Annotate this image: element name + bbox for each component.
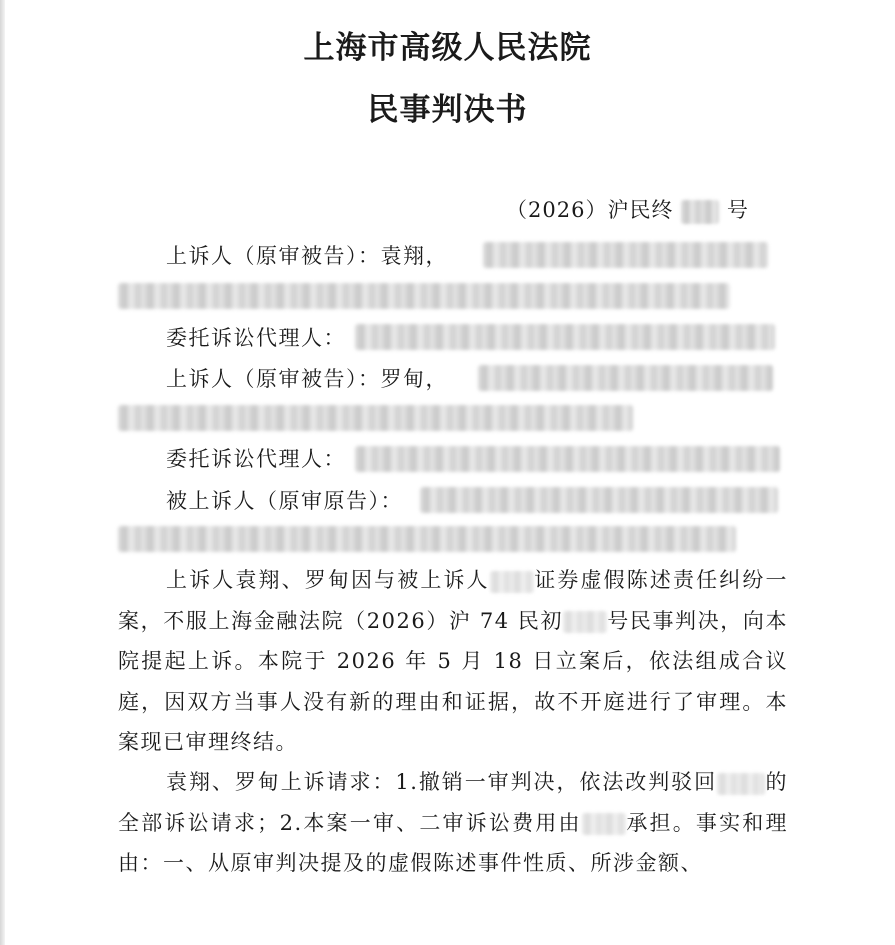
redacted-info <box>420 487 778 513</box>
redacted-name <box>717 773 765 795</box>
redacted-info <box>118 526 736 552</box>
party-appellant-1 <box>166 240 448 270</box>
redacted-name <box>490 571 534 593</box>
party-agent-1 <box>166 322 346 352</box>
party-respondent <box>166 485 403 515</box>
party-role: 上诉人（原审被告）： <box>166 244 381 268</box>
document-type: 民事判决书 <box>367 92 528 128</box>
party-appellant-2 <box>166 363 448 393</box>
paragraph-case-background: 上诉人袁翔、罗甸因与被上诉人 证券虚假陈述责任纠纷一案，不服上海金融法院（2026）沪 74 民初 号民事判决，向本院提起上诉。本院于 2026 年 5 月 18 日立案后，依法组成合议庭，因双方当事人没有新的理由和证据，故不开庭进行了审理。本案现已审理终结。 <box>118 568 789 754</box>
party-role: 上诉人（原审被告）： <box>166 367 381 391</box>
court-name: 上海市高级人民法院 <box>303 30 592 66</box>
redacted-info <box>118 283 730 309</box>
party-role: 委托诉讼代理人： <box>166 447 346 471</box>
redacted-case-number <box>681 200 719 224</box>
case-number <box>506 194 749 224</box>
case-number-suffix: 号 <box>726 198 749 222</box>
case-number-prefix: （2026）沪民终 <box>506 198 674 222</box>
party-role: 被上诉人（原审原告）： <box>166 489 403 513</box>
party-name: 袁翔， <box>380 244 448 268</box>
party-role: 委托诉讼代理人： <box>166 326 346 350</box>
redacted-info <box>355 324 775 350</box>
redacted-info <box>483 242 768 268</box>
paragraph-appeal-request: 袁翔、罗甸上诉请求：1.撤销一审判决，依法改判驳回 的全部诉讼请求；2.本案一审、二审诉讼费用由 承担。事实和理由：一、从原审判决提及的虚假陈述事件性质、所涉金额、 <box>118 770 789 875</box>
redacted-info <box>355 446 780 472</box>
redacted-info <box>118 405 633 431</box>
party-agent-2 <box>166 443 346 473</box>
party-name: 罗甸， <box>380 367 448 391</box>
redacted-name <box>582 813 626 835</box>
redacted-info <box>478 365 773 391</box>
redacted-case-number <box>563 611 607 633</box>
